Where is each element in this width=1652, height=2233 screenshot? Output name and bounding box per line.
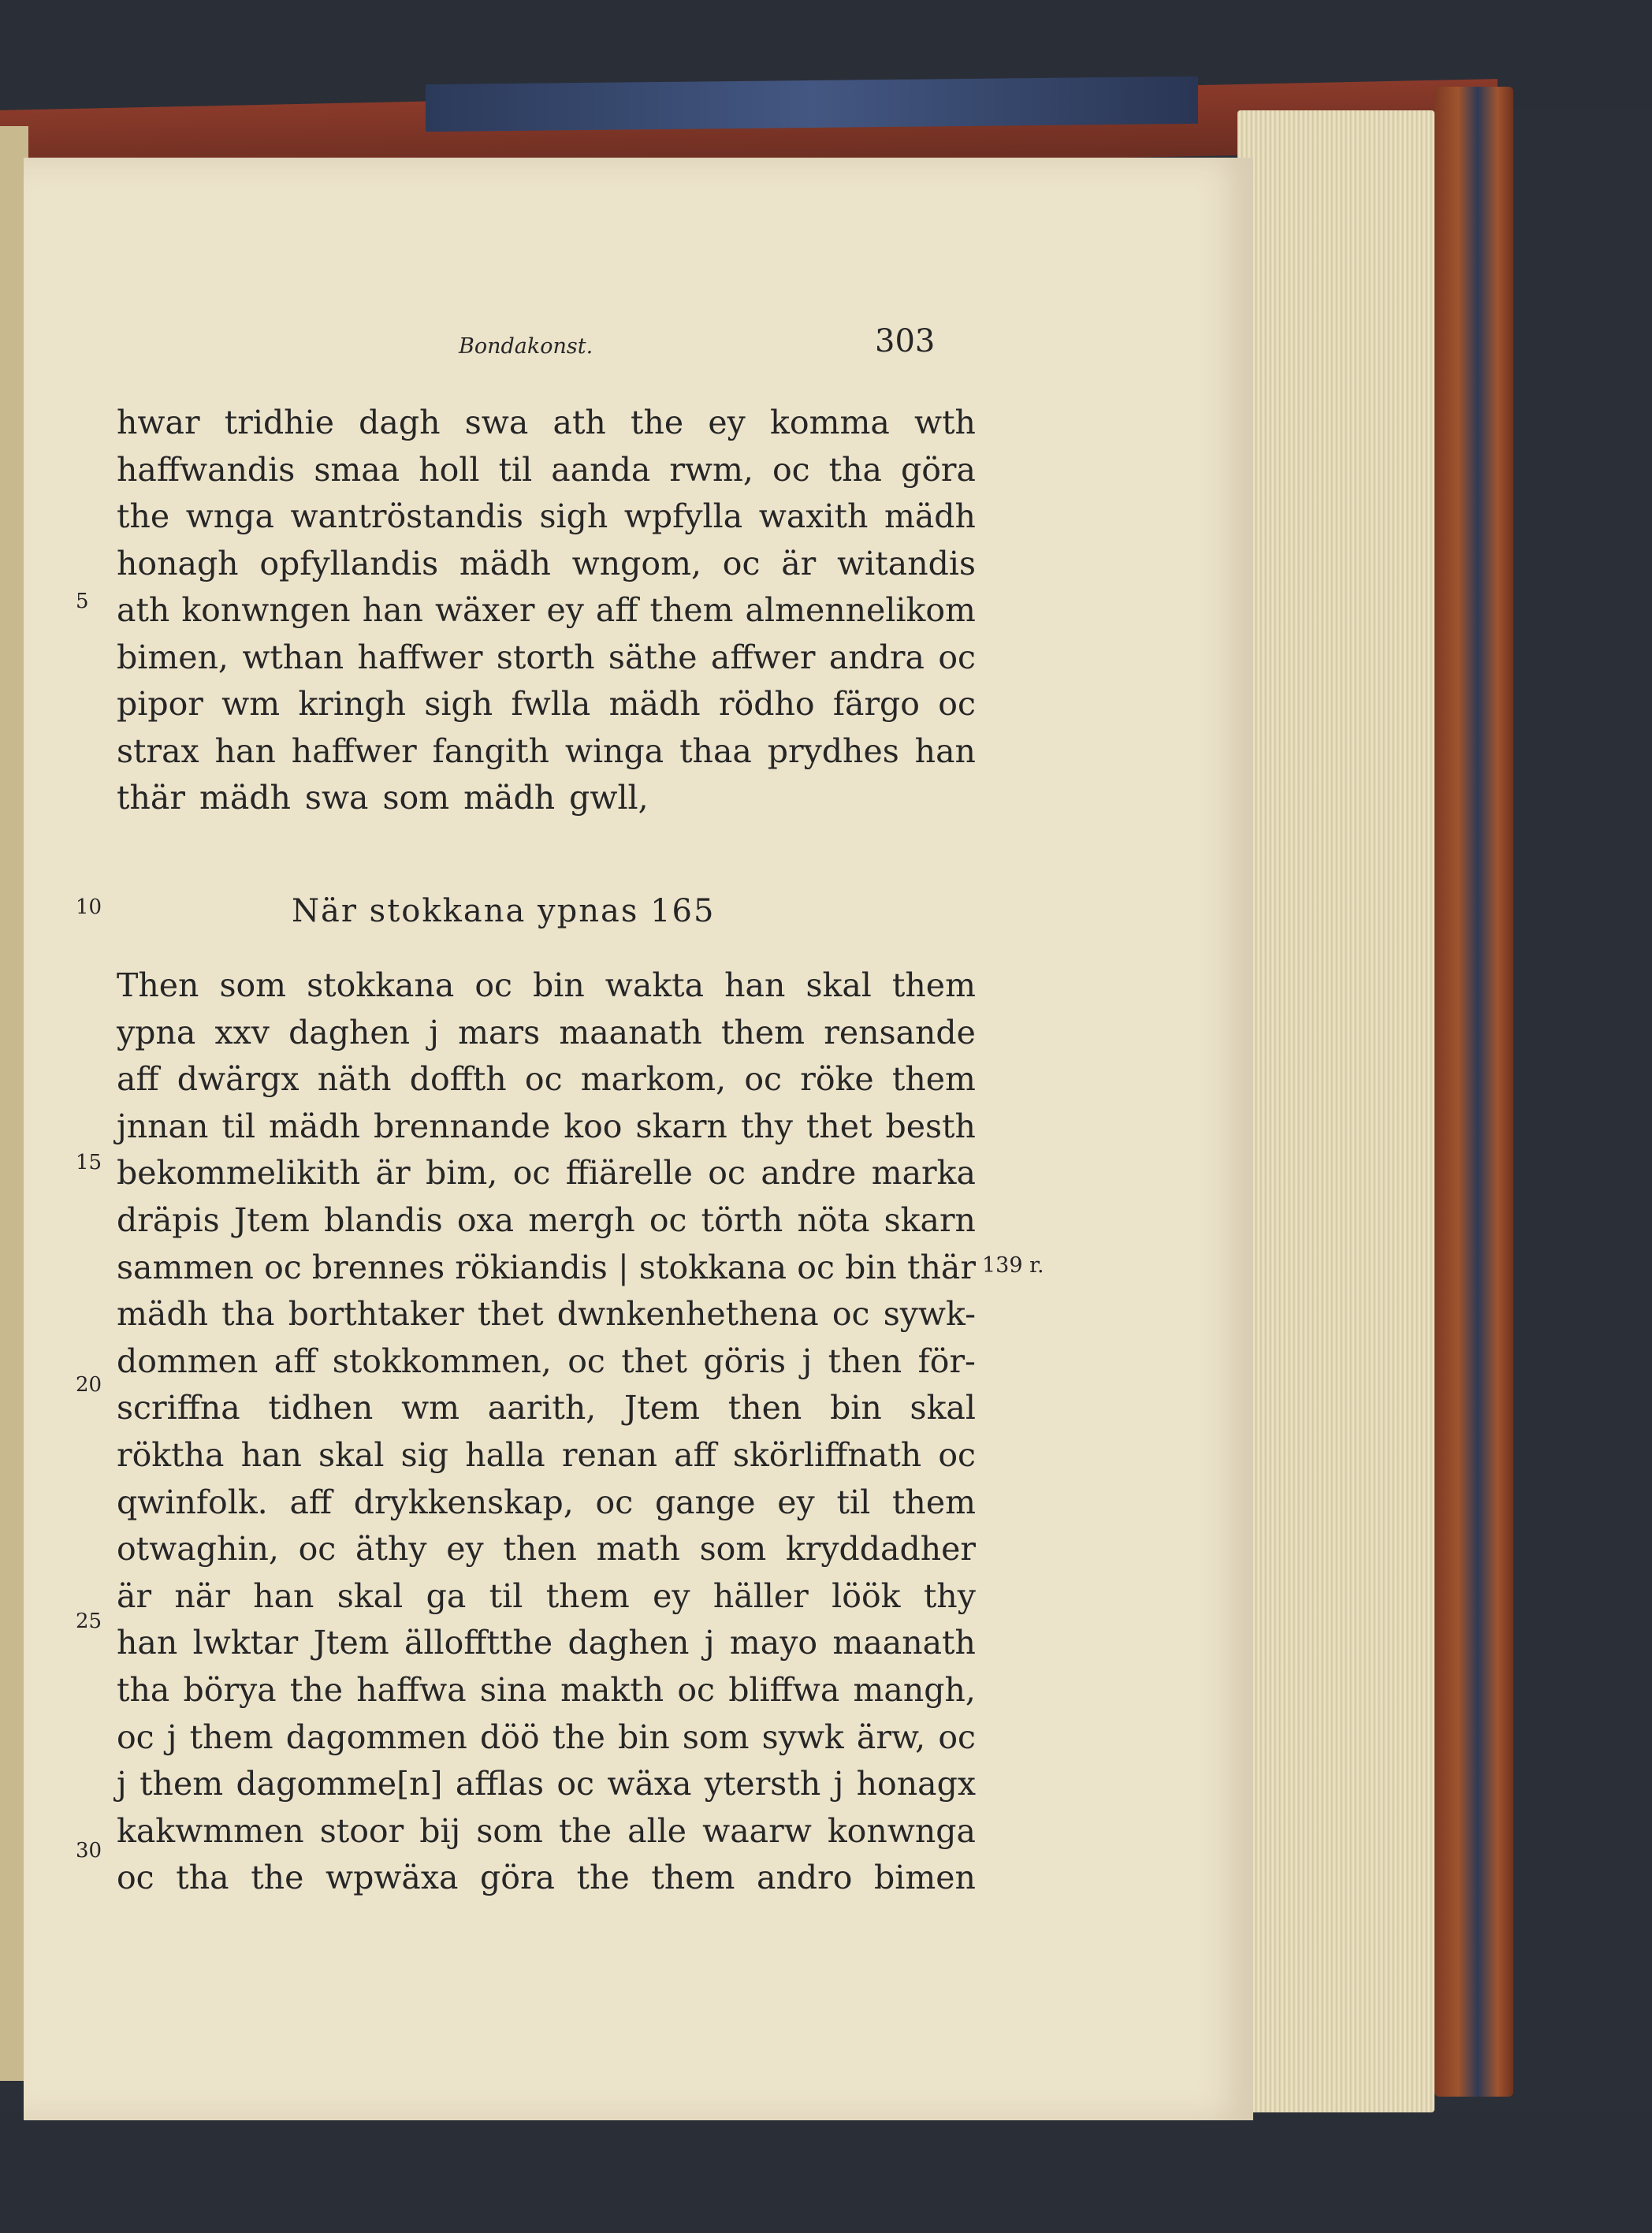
- margin-note: 139 r.: [982, 1253, 1044, 1278]
- word: Then: [117, 966, 199, 1004]
- word: thy: [740, 1107, 793, 1145]
- word: ffiärelle: [565, 1154, 693, 1193]
- running-title: Bondakonst.: [459, 334, 593, 359]
- word: han: [724, 966, 786, 1004]
- word: makth: [560, 1671, 664, 1709]
- word: bin: [533, 966, 585, 1004]
- word: som: [682, 1718, 750, 1756]
- word: storth: [496, 638, 595, 676]
- word: them: [721, 1013, 806, 1051]
- word: them: [891, 1060, 976, 1099]
- word: oc: [772, 450, 810, 489]
- word: jnnan: [117, 1107, 209, 1145]
- word: gange: [654, 1483, 756, 1521]
- word: oc: [938, 638, 976, 676]
- word: mädh: [459, 544, 551, 582]
- word: kakwmmen: [117, 1811, 304, 1850]
- word: math: [596, 1530, 680, 1569]
- word: mars: [458, 1013, 541, 1051]
- word: ällofftthe: [404, 1624, 553, 1662]
- word: oc: [524, 1060, 563, 1099]
- word: til: [498, 450, 533, 489]
- word: andro: [757, 1859, 853, 1897]
- text-line: [117, 399, 976, 446]
- word: hwar: [117, 404, 200, 441]
- word: oc: [938, 1718, 976, 1756]
- word: börya: [183, 1671, 277, 1709]
- word: oc: [117, 1718, 154, 1756]
- word: som: [476, 1811, 543, 1850]
- word: skörliffnath: [732, 1436, 922, 1474]
- text-line: [117, 1525, 976, 1572]
- word: affwer: [710, 638, 816, 676]
- word: Jtem: [313, 1624, 389, 1662]
- word: haffwer: [291, 731, 417, 770]
- word: the: [576, 1859, 630, 1897]
- text-line: [117, 1854, 976, 1901]
- word: wpwäxa: [325, 1859, 459, 1897]
- word: mayo: [729, 1624, 818, 1662]
- word: färgo: [832, 685, 920, 723]
- text-line: [117, 1479, 976, 1526]
- word: löök: [832, 1576, 901, 1615]
- text-line: [117, 586, 976, 634]
- word: dagomme[n]: [236, 1765, 443, 1803]
- word: pipor: [117, 685, 203, 723]
- word: oc: [938, 1436, 976, 1474]
- word: törth: [701, 1201, 783, 1239]
- word: är: [375, 1154, 411, 1193]
- word: tha: [117, 1671, 170, 1709]
- word: aff: [595, 591, 638, 629]
- word: j: [429, 1013, 439, 1051]
- word: oc: [938, 685, 976, 723]
- word: bimen: [874, 1859, 976, 1897]
- word: döö: [479, 1718, 540, 1756]
- page-edges: [1237, 110, 1434, 2112]
- word: ath: [553, 404, 606, 441]
- word: the: [289, 1671, 343, 1709]
- text-line: [117, 1103, 976, 1150]
- word: stoor: [319, 1811, 404, 1850]
- text-line: [117, 1149, 976, 1197]
- word: prydhes: [767, 731, 899, 770]
- word: wm: [401, 1389, 460, 1427]
- word: mangh,: [853, 1671, 976, 1709]
- word: dommen: [117, 1342, 259, 1380]
- word: Jtem: [233, 1201, 310, 1239]
- text-line: [117, 1666, 976, 1714]
- word: oc: [595, 1483, 634, 1521]
- word: aff: [674, 1436, 716, 1474]
- text-line: [117, 680, 976, 728]
- word: oc: [677, 1671, 716, 1709]
- word: komma: [770, 404, 890, 441]
- text-line: [117, 1244, 976, 1291]
- word: the: [117, 497, 170, 535]
- word: j: [802, 1342, 813, 1380]
- word: wthan: [242, 638, 344, 676]
- word: skal: [337, 1576, 404, 1615]
- text-line: [117, 1807, 976, 1855]
- word: strax: [117, 731, 199, 770]
- section-heading: När stokkana ypnas 165: [292, 893, 716, 929]
- word: sina: [479, 1671, 547, 1709]
- word: scriffna: [117, 1389, 240, 1427]
- word: tridhie: [224, 404, 334, 441]
- word: oc: [649, 1201, 687, 1239]
- word: sammen: [117, 1248, 254, 1286]
- word: ey: [708, 404, 746, 441]
- word: drykkenskap,: [353, 1483, 574, 1521]
- word: dräpis: [117, 1201, 220, 1239]
- word: til: [221, 1107, 256, 1145]
- word: ärw,: [856, 1718, 926, 1756]
- word: thet: [806, 1107, 873, 1145]
- word: them: [891, 966, 976, 1004]
- word: ey: [777, 1483, 815, 1521]
- word: konwngen: [181, 591, 351, 629]
- word: thy: [923, 1576, 976, 1615]
- word: otwaghin,: [117, 1530, 279, 1569]
- line-number: 25: [76, 1610, 102, 1633]
- word: the: [552, 1718, 605, 1756]
- word: the: [631, 404, 684, 441]
- word: marka: [871, 1154, 976, 1193]
- text-line: [117, 1760, 976, 1807]
- word: sigh: [539, 497, 608, 535]
- word: thet: [477, 1295, 544, 1334]
- text-line: [117, 1384, 976, 1431]
- word: mergh: [528, 1201, 635, 1239]
- word: thet: [621, 1342, 687, 1380]
- word: oc: [708, 1154, 746, 1193]
- word: them: [545, 1576, 630, 1615]
- word: stokkana: [638, 1248, 787, 1286]
- word: kringh: [298, 685, 407, 723]
- line-number: 20: [76, 1373, 102, 1397]
- word: lwktar: [192, 1624, 299, 1662]
- text-line: [117, 1431, 976, 1479]
- word: qwinfolk.: [117, 1483, 268, 1521]
- word: dwärgx: [177, 1060, 300, 1099]
- word: som: [219, 966, 287, 1004]
- word: aarith,: [487, 1389, 597, 1427]
- word: han: [914, 731, 976, 770]
- book-spine: [1434, 87, 1513, 2097]
- word: til: [836, 1483, 871, 1521]
- word: sywk-: [883, 1295, 976, 1334]
- word: göra: [901, 450, 976, 489]
- text-line: [117, 774, 976, 821]
- word: them: [649, 591, 734, 629]
- word: mädh: [608, 685, 701, 723]
- word: thär: [117, 779, 185, 817]
- word: aanda: [551, 450, 651, 489]
- word: tha: [176, 1859, 229, 1897]
- word: afflas: [455, 1765, 544, 1803]
- word: wngom,: [571, 544, 702, 582]
- word: ath: [117, 591, 170, 629]
- text-line: [117, 1290, 976, 1338]
- word: kryddadher: [785, 1530, 976, 1569]
- word: ypna: [117, 1013, 196, 1051]
- text-line: [117, 634, 976, 681]
- word: haffwa: [356, 1671, 467, 1709]
- word: borthtaker: [288, 1295, 464, 1334]
- word: ey: [546, 591, 584, 629]
- word: swa: [304, 779, 369, 817]
- word: witandis: [837, 544, 976, 582]
- page-number: 303: [875, 323, 936, 359]
- word: doffth: [409, 1060, 507, 1099]
- word: besth: [885, 1107, 976, 1145]
- word: mädh: [199, 779, 291, 817]
- text-line: [117, 1714, 976, 1761]
- word: som: [382, 779, 450, 817]
- word: smaa: [314, 450, 400, 489]
- word: andra: [828, 638, 925, 676]
- word: the: [558, 1811, 612, 1850]
- word: konwnga: [827, 1811, 976, 1850]
- word: koo: [564, 1107, 623, 1145]
- word: bliffwa: [728, 1671, 840, 1709]
- word: bin: [845, 1248, 897, 1286]
- line-number: 15: [76, 1151, 102, 1174]
- word: säthe: [608, 638, 698, 676]
- word: Jtem: [624, 1389, 701, 1427]
- word: then: [828, 1342, 902, 1380]
- word: han: [240, 1436, 302, 1474]
- word: dagh: [359, 404, 441, 441]
- word: then: [503, 1530, 577, 1569]
- word: them: [651, 1859, 735, 1897]
- word: halla: [465, 1436, 545, 1474]
- word: oc: [722, 544, 761, 582]
- word: ga: [426, 1576, 467, 1615]
- text-line: [117, 1009, 976, 1056]
- text-line: [117, 1338, 976, 1385]
- line-number: 30: [76, 1839, 102, 1863]
- word: daghen: [288, 1013, 411, 1051]
- word: han: [362, 591, 423, 629]
- word: göris: [703, 1342, 787, 1380]
- word: maanath: [559, 1013, 702, 1051]
- word: skarn: [884, 1201, 976, 1239]
- word: nöta: [797, 1201, 870, 1239]
- word: aff: [289, 1483, 333, 1521]
- text-line: [117, 446, 976, 493]
- word: mädh: [117, 1295, 208, 1334]
- text-line: [117, 1197, 976, 1244]
- word: fwlla: [511, 685, 591, 723]
- word: rwm,: [669, 450, 753, 489]
- word: bekommelikith: [117, 1154, 361, 1193]
- word: wäxer: [434, 591, 535, 629]
- word: dagommen: [285, 1718, 467, 1756]
- word: j: [704, 1624, 715, 1662]
- word: skarn: [635, 1107, 727, 1145]
- word: oc: [264, 1248, 302, 1286]
- word: blandis: [324, 1201, 443, 1239]
- word: skal: [318, 1436, 385, 1474]
- word: |: [617, 1248, 629, 1286]
- word: them: [189, 1718, 273, 1756]
- word: skal: [910, 1389, 976, 1427]
- word: oc: [744, 1060, 783, 1099]
- word: haffwer: [357, 638, 483, 676]
- word: aff: [273, 1342, 317, 1380]
- word: stokkommen,: [332, 1342, 552, 1380]
- word: honagx: [856, 1765, 976, 1803]
- word: han: [253, 1576, 314, 1615]
- word: sig: [400, 1436, 449, 1474]
- word: oc: [832, 1295, 870, 1334]
- word: opfyllandis: [259, 544, 439, 582]
- word: then: [727, 1389, 802, 1427]
- word: winga: [564, 731, 664, 770]
- word: them: [140, 1765, 224, 1803]
- word: rensande: [824, 1013, 976, 1051]
- word: j: [117, 1765, 127, 1803]
- word: han: [214, 731, 276, 770]
- word: them: [891, 1483, 976, 1521]
- word: rödho: [718, 685, 815, 723]
- word: är: [781, 544, 817, 582]
- word: maanath: [832, 1624, 976, 1662]
- word: andre: [761, 1154, 857, 1193]
- word: til: [489, 1576, 523, 1615]
- word: bin: [617, 1718, 670, 1756]
- word: göra: [480, 1859, 556, 1897]
- word: oc: [567, 1342, 605, 1380]
- word: för-: [917, 1342, 976, 1380]
- word: waxith: [758, 497, 869, 535]
- word: wth: [913, 404, 976, 441]
- word: bim,: [426, 1154, 498, 1193]
- word: gwll,: [569, 779, 649, 817]
- word: sigh: [424, 685, 493, 723]
- text-line: [117, 493, 976, 540]
- word: oxa: [456, 1201, 515, 1239]
- word: j: [833, 1765, 844, 1803]
- word: dwnkenhethena: [556, 1295, 819, 1334]
- word: wnga: [185, 497, 274, 535]
- word: haffwandis: [117, 450, 296, 489]
- word: röke: [800, 1060, 874, 1099]
- word: oc: [474, 966, 512, 1004]
- word: stokkana: [307, 966, 455, 1004]
- word: oc: [556, 1765, 594, 1803]
- text-line: [117, 962, 976, 1009]
- word: wakta: [605, 966, 705, 1004]
- word: bimen,: [117, 638, 229, 676]
- word: aff: [117, 1060, 159, 1099]
- text-line: [117, 540, 976, 587]
- background-bottom: [0, 2112, 1652, 2233]
- word: wm: [221, 685, 281, 723]
- word: ytersth: [704, 1765, 821, 1803]
- word: holl: [419, 450, 480, 489]
- word: ey: [653, 1576, 690, 1615]
- word: fangith: [432, 731, 549, 770]
- word: thaa: [679, 731, 752, 770]
- word: oc: [512, 1154, 551, 1193]
- word: brennande: [374, 1107, 551, 1145]
- word: the: [251, 1859, 304, 1897]
- word: j: [166, 1718, 177, 1756]
- word: mädh: [463, 779, 556, 817]
- word: näth: [317, 1060, 392, 1099]
- word: är: [117, 1576, 152, 1615]
- word: tha: [828, 450, 882, 489]
- word: markom,: [580, 1060, 727, 1099]
- text-line: [117, 1572, 976, 1620]
- word: ey: [446, 1530, 484, 1569]
- text-line: [117, 1055, 976, 1103]
- word: wantröstandis: [290, 497, 523, 535]
- word: oc: [298, 1530, 337, 1569]
- word: mädh: [269, 1107, 361, 1145]
- word: tidhen: [268, 1389, 374, 1427]
- book-cover-band: [426, 76, 1198, 132]
- word: tha: [221, 1295, 275, 1334]
- word: almennelikom: [745, 591, 976, 629]
- word: som: [699, 1530, 767, 1569]
- word: oc: [797, 1248, 835, 1286]
- word: när: [174, 1576, 230, 1615]
- word: sywk: [761, 1718, 844, 1756]
- text-line: [117, 1619, 976, 1666]
- word: bij: [419, 1811, 461, 1850]
- word: thär: [907, 1248, 976, 1286]
- word: skal: [806, 966, 872, 1004]
- word: oc: [117, 1859, 154, 1897]
- word: wpfylla: [623, 497, 743, 535]
- word: bin: [830, 1389, 882, 1427]
- word: xxv: [214, 1013, 270, 1051]
- line-number: 10: [76, 895, 102, 919]
- word: waarw: [702, 1811, 812, 1850]
- text-line: [117, 728, 976, 775]
- word: brennes: [311, 1248, 445, 1286]
- word: röktha: [117, 1436, 225, 1474]
- word: äthy: [355, 1530, 427, 1569]
- word: honagh: [117, 544, 239, 582]
- word: mädh: [884, 497, 976, 535]
- word: rökiandis: [455, 1248, 608, 1286]
- word: swa: [464, 404, 529, 441]
- word: han: [117, 1624, 178, 1662]
- word: renan: [561, 1436, 658, 1474]
- line-number: 5: [76, 590, 89, 613]
- word: alle: [627, 1811, 687, 1850]
- word: wäxa: [607, 1765, 692, 1803]
- word: daghen: [567, 1624, 690, 1662]
- word: häller: [713, 1576, 809, 1615]
